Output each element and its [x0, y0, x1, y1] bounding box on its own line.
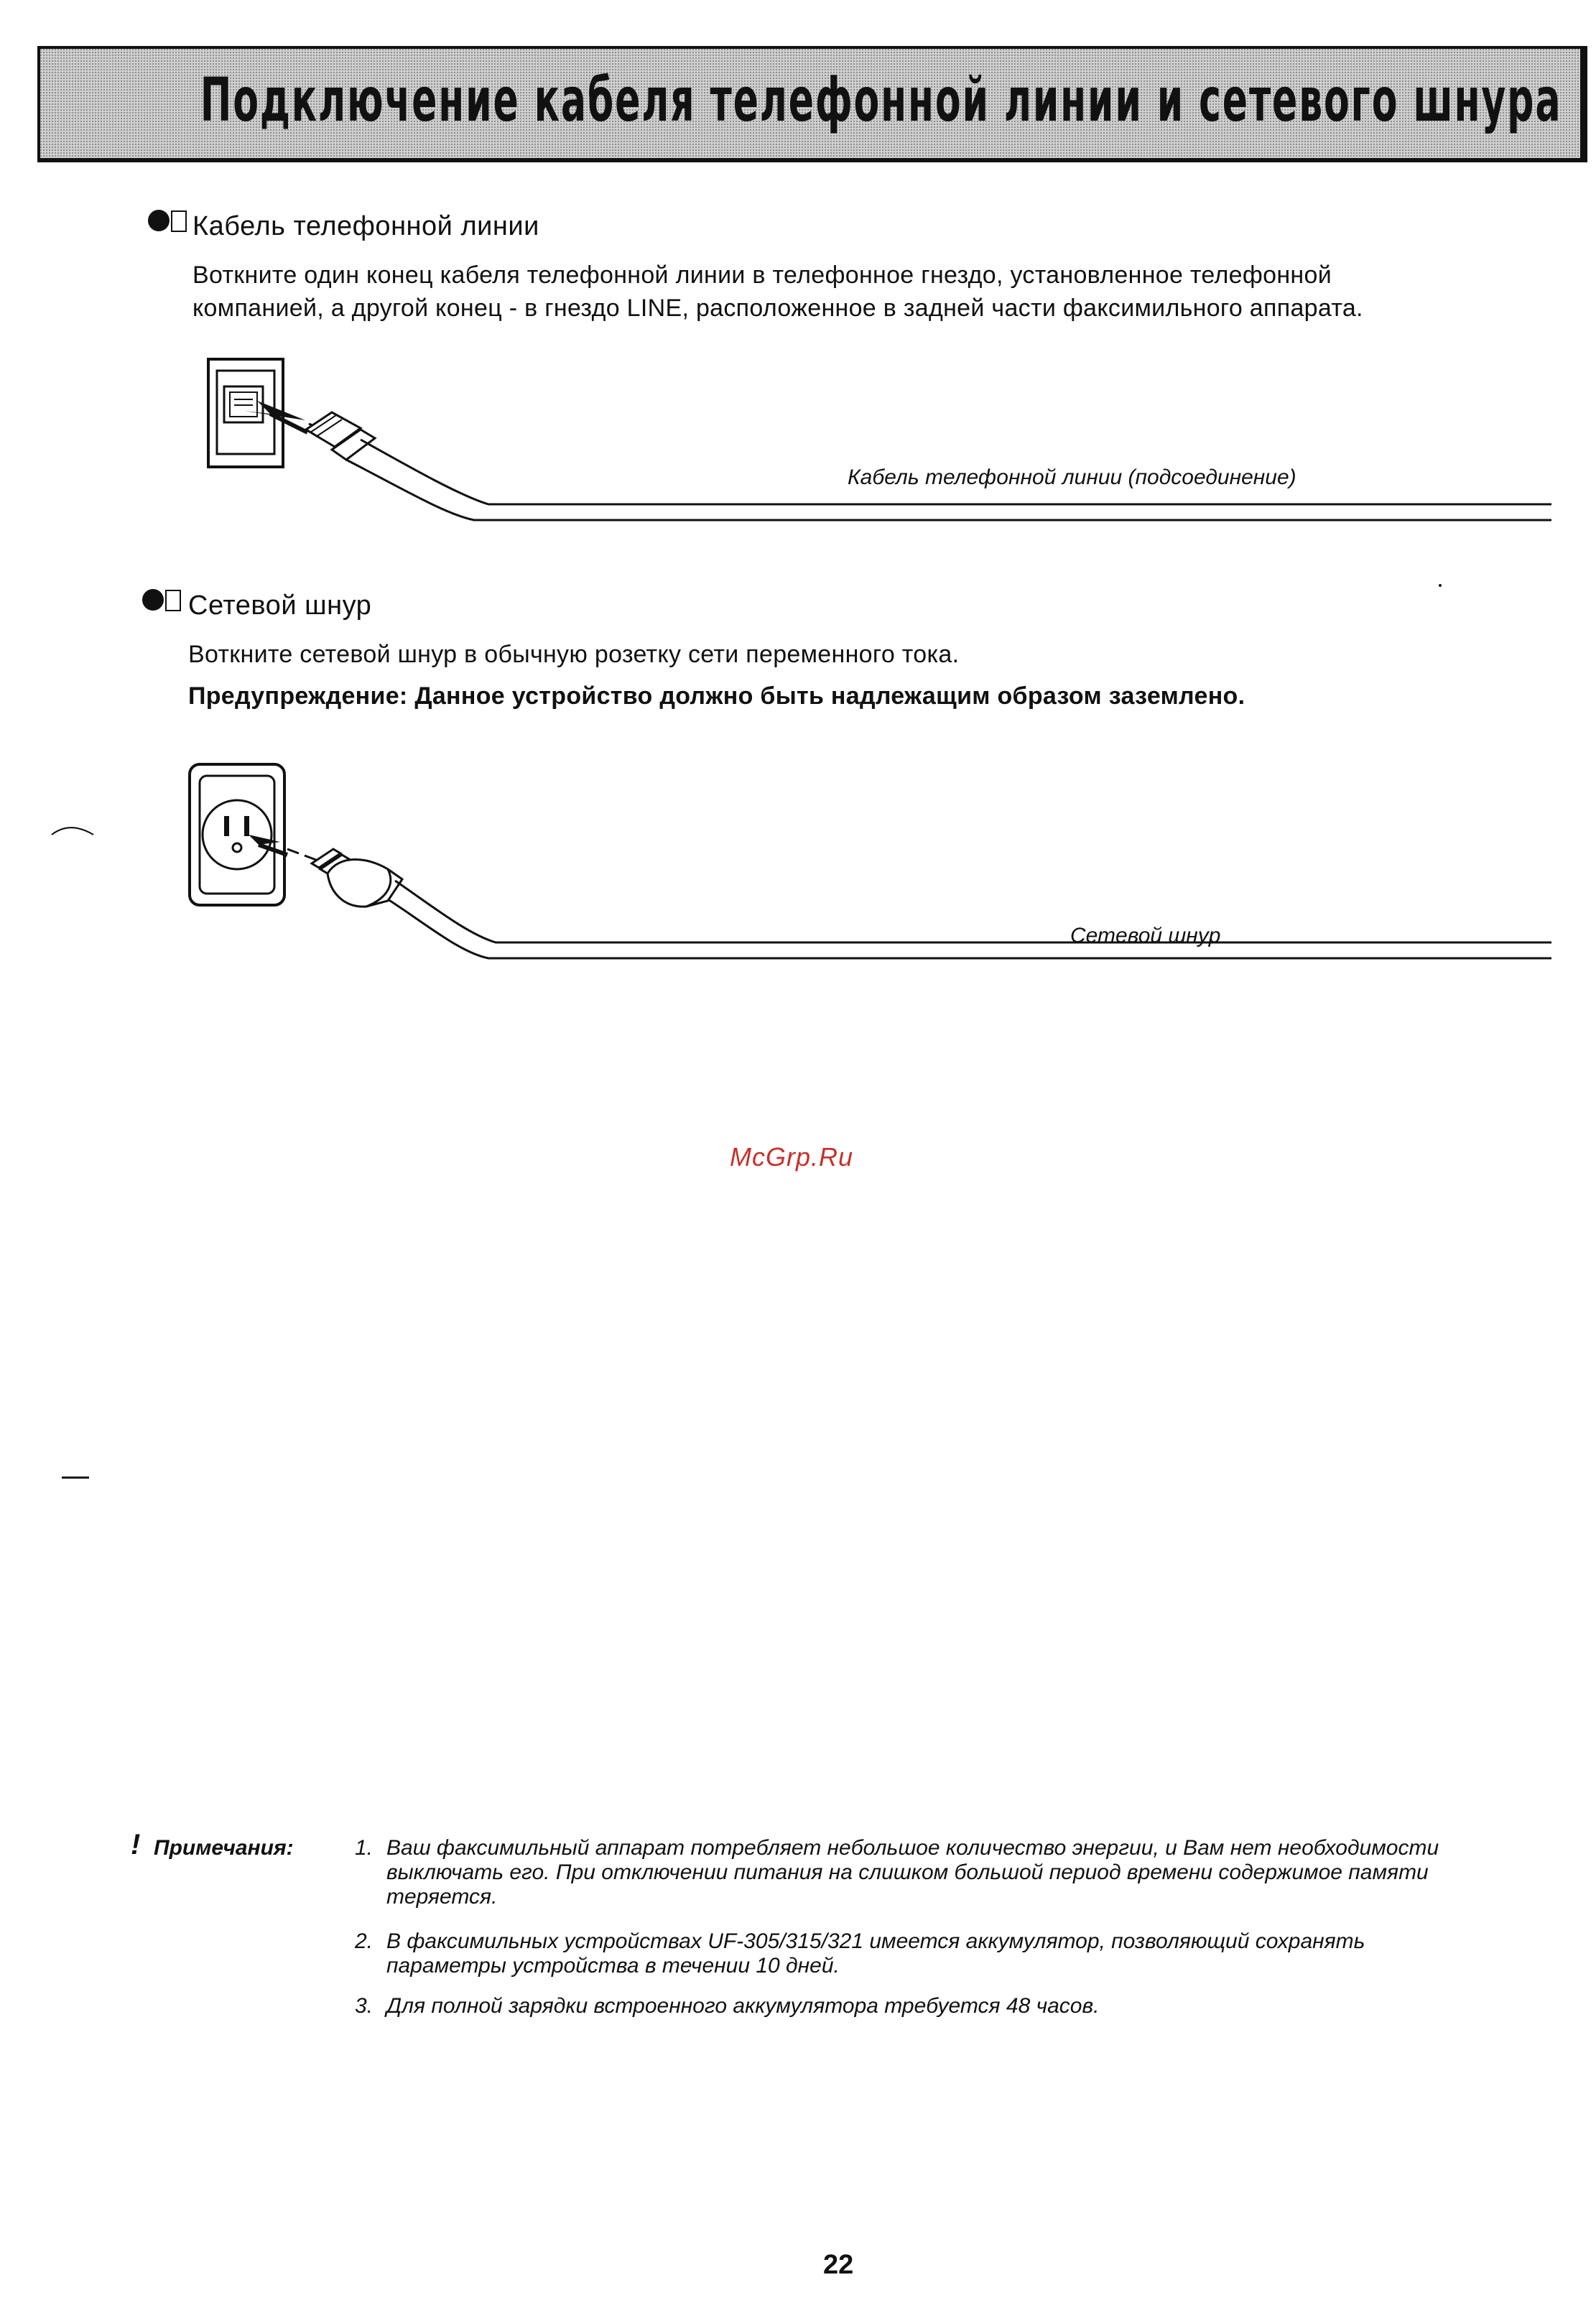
note-number: 3.	[355, 1994, 374, 2018]
margin-mark	[1437, 582, 1444, 589]
notes-list	[352, 1836, 1573, 2023]
notes-label: Примечания:	[154, 1836, 294, 1860]
watermark: McGrp.Ru	[730, 1142, 854, 1172]
power-cord-warning	[188, 680, 1553, 713]
checkbox-icon	[165, 590, 181, 611]
phone-cable-text-line-1: Воткните один конец кабеля телефонной линии в телефонное гнездо, установленное телефонной	[192, 261, 1332, 289]
page-title: Подключение кабеля телефонной линии и сетевого шнура	[200, 65, 1562, 135]
phone-cable-text-line-2: компанией, а другой конец - в гнездо LINE, расположенное в задней части факсимильного аппарата.	[192, 295, 1363, 322]
checkbox-icon	[171, 210, 187, 232]
list-item	[352, 1836, 1573, 1911]
margin-mark	[50, 819, 101, 840]
notes-exclamation-icon: !	[131, 1829, 141, 1860]
note-line: выключать его. При отключении питания на слишком большой период времени содержимое памяти	[386, 1860, 1429, 1884]
note-line: Ваш факсимильный аппарат потребляет небольшое количество энергии, и Вам нет необходимости	[386, 1836, 1439, 1860]
page-number: 22	[823, 2250, 854, 2280]
warning-label: Предупреждение:	[188, 682, 408, 710]
note-line: параметры устройства в течении 10 дней.	[386, 1954, 840, 1978]
phone-jack-illustration	[201, 345, 1566, 532]
margin-mark	[60, 1474, 96, 1481]
note-line: В факсимильных устройствах UF-305/315/321 имеется аккумулятор, позволяющий сохранять	[386, 1929, 1365, 1953]
header-banner	[37, 46, 1587, 162]
power-cord-caption: Сетевой шнур	[1070, 924, 1221, 947]
note-number: 1.	[355, 1836, 374, 1860]
power-outlet-illustration	[180, 747, 1566, 984]
bullet-icon	[148, 210, 170, 231]
bullet-icon	[142, 589, 164, 611]
power-cord-text: Воткните сетевой шнур в обычную розетку сети переменного тока.	[188, 641, 960, 668]
list-item	[352, 1994, 1573, 2023]
note-line: Для полной зарядки встроенного аккумулятора требуется 48 часов.	[386, 1994, 1100, 2018]
note-line: теряется.	[386, 1885, 498, 1909]
section-heading-phone-cable: Кабель телефонной линии	[192, 211, 539, 241]
section-heading-power-cord: Сетевой шнур	[188, 590, 372, 621]
list-item	[352, 1929, 1573, 1994]
warning-text: Данное устройство должно быть надлежащим образом заземлено.	[414, 682, 1245, 710]
phone-cable-caption: Кабель телефонной линии (подсоединение)	[848, 465, 1296, 489]
note-number: 2.	[355, 1929, 374, 1953]
